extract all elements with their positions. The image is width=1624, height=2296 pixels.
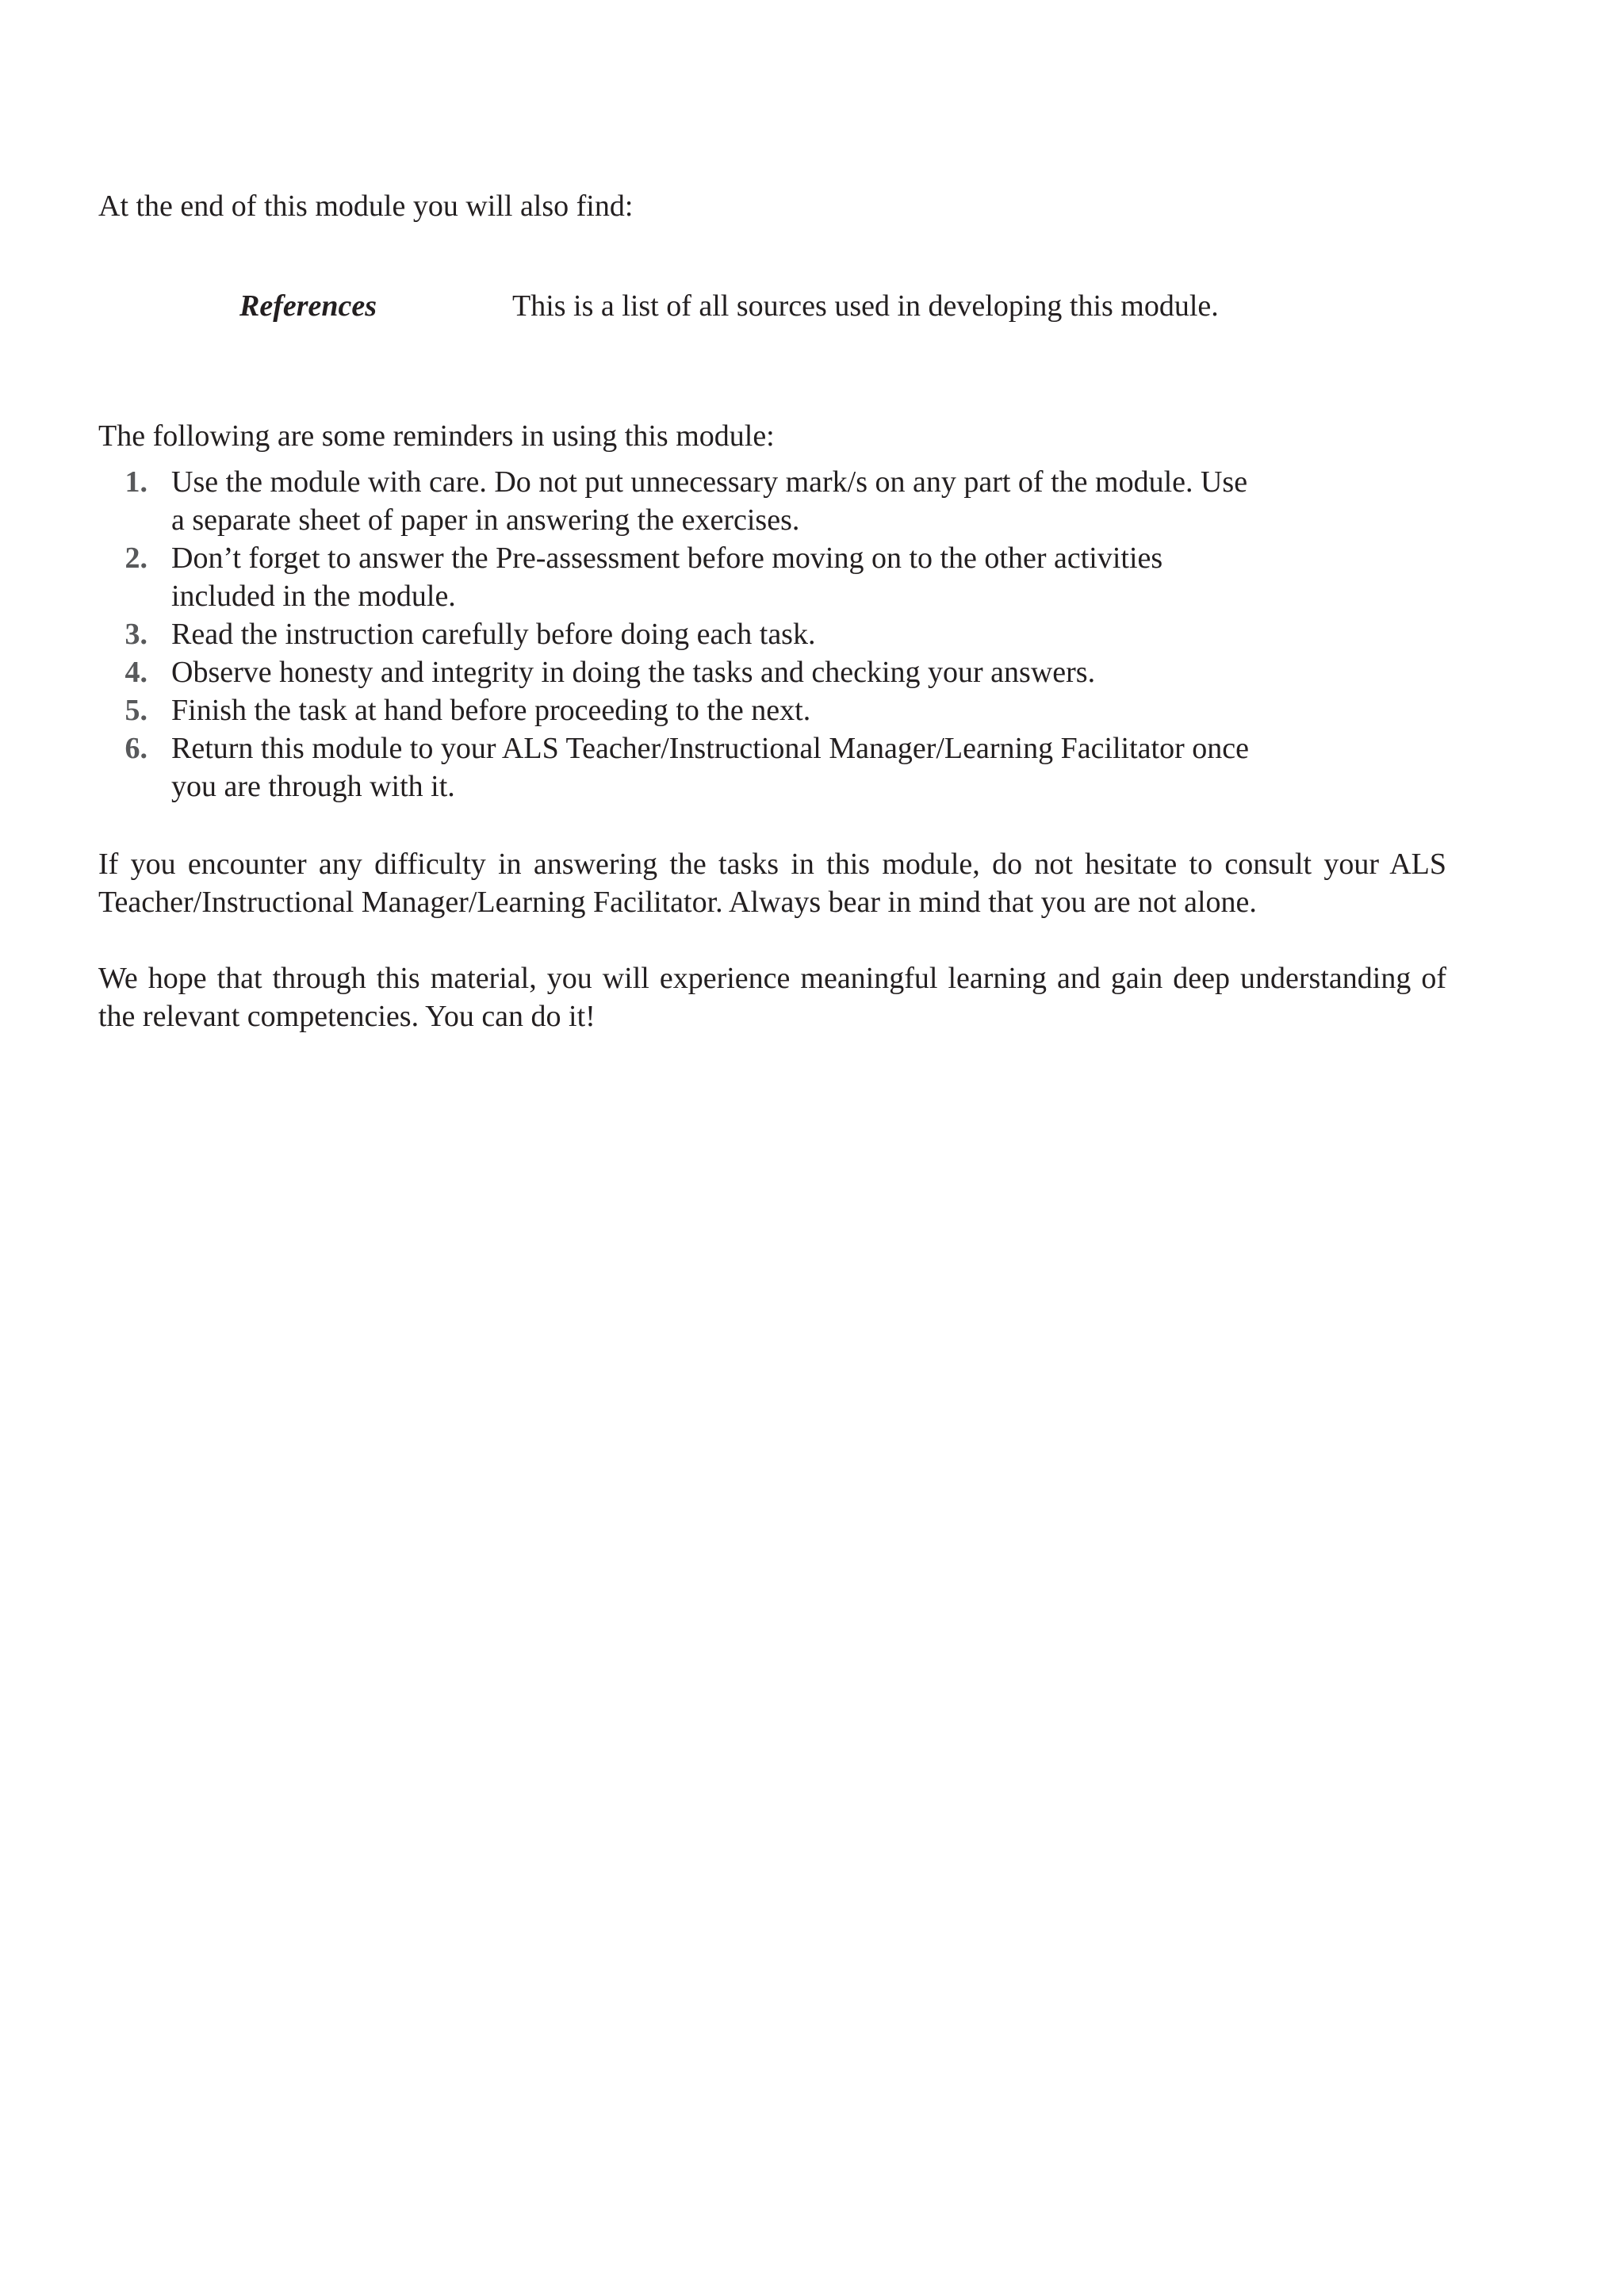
- reminder-item: [98, 539, 1446, 615]
- document-page: [98, 187, 1446, 1035]
- reminder-text: Return this module to your ALS Teacher/Instructional Manager/Learning Facilitator once you are through with it.: [171, 732, 1249, 803]
- reminder-number: 6.: [124, 732, 147, 765]
- reminder-text: Finish the task at hand before proceeding to the next.: [171, 694, 811, 727]
- reminder-text: Observe honesty and integrity in doing the tasks and checking your answers.: [171, 656, 1096, 689]
- intro-text: At the end of this module you will also find:: [98, 189, 634, 223]
- reminder-text: Read the instruction carefully before doing each task.: [171, 618, 816, 651]
- reminder-item: [98, 691, 1446, 729]
- references-entry: [98, 287, 1446, 325]
- reminder-text: Use the module with care. Do not put unnecessary mark/s on any part of the module. Use a separate sheet of paper in answering the exercises.: [171, 465, 1248, 537]
- closing-paragraph: We hope that through this material, you will experience meaningful learning and gain deep understanding of the relevant competencies. You can do it!: [98, 962, 1446, 1033]
- reminder-item: [98, 653, 1446, 691]
- reminder-number: 4.: [124, 656, 147, 689]
- reminder-item: [98, 729, 1446, 806]
- references-term: References: [239, 289, 377, 323]
- reminders-list: [98, 463, 1446, 806]
- reminder-number: 5.: [124, 694, 147, 727]
- reminder-text: Don’t forget to answer the Pre-assessment before moving on to the other activities included in the module.: [171, 541, 1163, 613]
- reminder-item: [98, 463, 1446, 539]
- reminder-number: 1.: [124, 465, 147, 499]
- references-description: This is a list of all sources used in developing this module.: [512, 289, 1219, 323]
- reminder-number: 2.: [124, 541, 147, 575]
- difficulty-paragraph: If you encounter any difficulty in answering the tasks in this module, do not hesitate to consult your ALS Teacher/Instructional Manager/Learning Facilitator. Always bear in mind that you are not alone.: [98, 848, 1446, 919]
- reminder-item: [98, 615, 1446, 653]
- reminders-intro: The following are some reminders in using this module:: [98, 419, 775, 453]
- reminder-number: 3.: [124, 618, 147, 651]
